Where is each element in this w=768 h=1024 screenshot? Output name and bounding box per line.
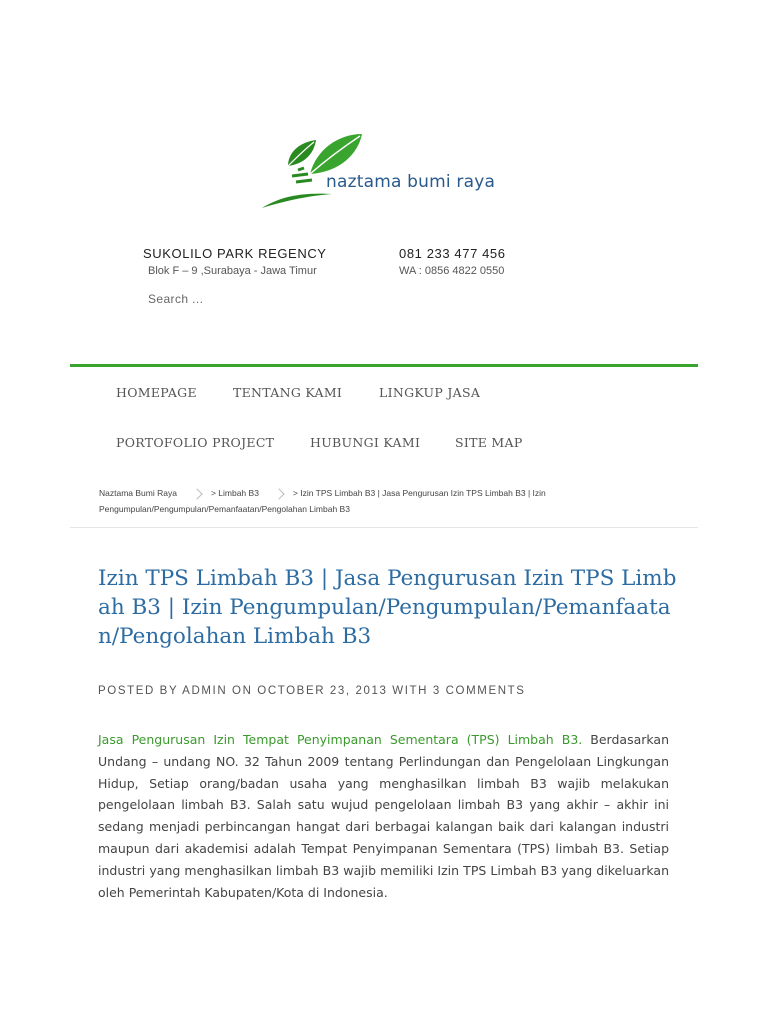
- post-title: Izin TPS Limbah B3 | Jasa Pengurusan Izin TPS Limbah B3 | Izin Pengumpulan/Pengumpulan/Pemanfaatan/Pengolahan Limbah B3: [98, 566, 677, 649]
- search-input[interactable]: [148, 290, 348, 308]
- site-logo[interactable]: [258, 130, 518, 212]
- phone-number: 081 233 477 456: [399, 246, 506, 261]
- post-body-text: Berdasarkan Undang – undang NO. 32 Tahun 2009 tentang Perlindungan dan Pengelolaan Lingkungan Hidup, Setiap orang/badan usaha yang menghasilkan limbah B3 wajib melakukan pengelolaan limbah B3. Salah satu wujud pengelolaan limbah B3 yang akhir – akhir ini sedang menjadi perbincangan hangat dari berbagai kalangan baik dari kalangan industri maupun dari akademisi adalah Tempat Penyimpanan Sementara (TPS) limbah B3. Setiap industri yang menghasilkan limbah B3 wajib memiliki Izin TPS Limbah B3 yang dikeluarkan oleh Pemerintah Kabupaten/Kota di Indonesia.: [98, 732, 669, 900]
- nav-site-map[interactable]: SITE MAP: [455, 435, 523, 450]
- nav-portofolio-project[interactable]: PORTOFOLIO PROJECT: [116, 435, 275, 450]
- post-meta: POSTED BY ADMIN ON OCTOBER 23, 2013 WITH 3 COMMENTS: [98, 685, 526, 697]
- header-divider: [70, 364, 698, 367]
- chevron-right-icon: [191, 488, 202, 499]
- post-body: [98, 729, 669, 903]
- lead-link[interactable]: Jasa Pengurusan Izin Tempat Penyimpanan Sementara (TPS) Limbah B3.: [98, 732, 583, 747]
- logo-text: naztama bumi raya: [326, 172, 496, 192]
- address-subtitle: Blok F – 9 ,Surabaya - Jawa Timur: [148, 265, 317, 277]
- breadcrumb-home[interactable]: Naztama Bumi Raya: [99, 488, 177, 498]
- breadcrumb-divider: [70, 527, 698, 528]
- breadcrumb-current: > Izin TPS Limbah B3 | Jasa Pengurusan Izin TPS Limbah B3 | Izin Pengumpulan/Pengumpulan/Pemanfaatan/Pengolahan Limbah B3: [99, 488, 546, 514]
- nav-homepage[interactable]: HOMEPAGE: [116, 385, 197, 400]
- phone-block: [399, 246, 506, 277]
- breadcrumb: [99, 485, 659, 517]
- nav-hubungi-kami[interactable]: HUBUNGI KAMI: [310, 435, 421, 450]
- nav-tentang-kami[interactable]: TENTANG KAMI: [233, 385, 343, 400]
- nav-lingkup-jasa[interactable]: LINGKUP JASA: [379, 385, 481, 400]
- address-title: SUKOLILO PARK REGENCY: [143, 246, 327, 261]
- chevron-right-icon: [273, 488, 284, 499]
- address-block: [143, 246, 327, 277]
- breadcrumb-category[interactable]: > Limbah B3: [210, 488, 259, 498]
- whatsapp-number: WA : 0856 4822 0550: [399, 265, 505, 277]
- leaf-logo-icon: [258, 130, 518, 212]
